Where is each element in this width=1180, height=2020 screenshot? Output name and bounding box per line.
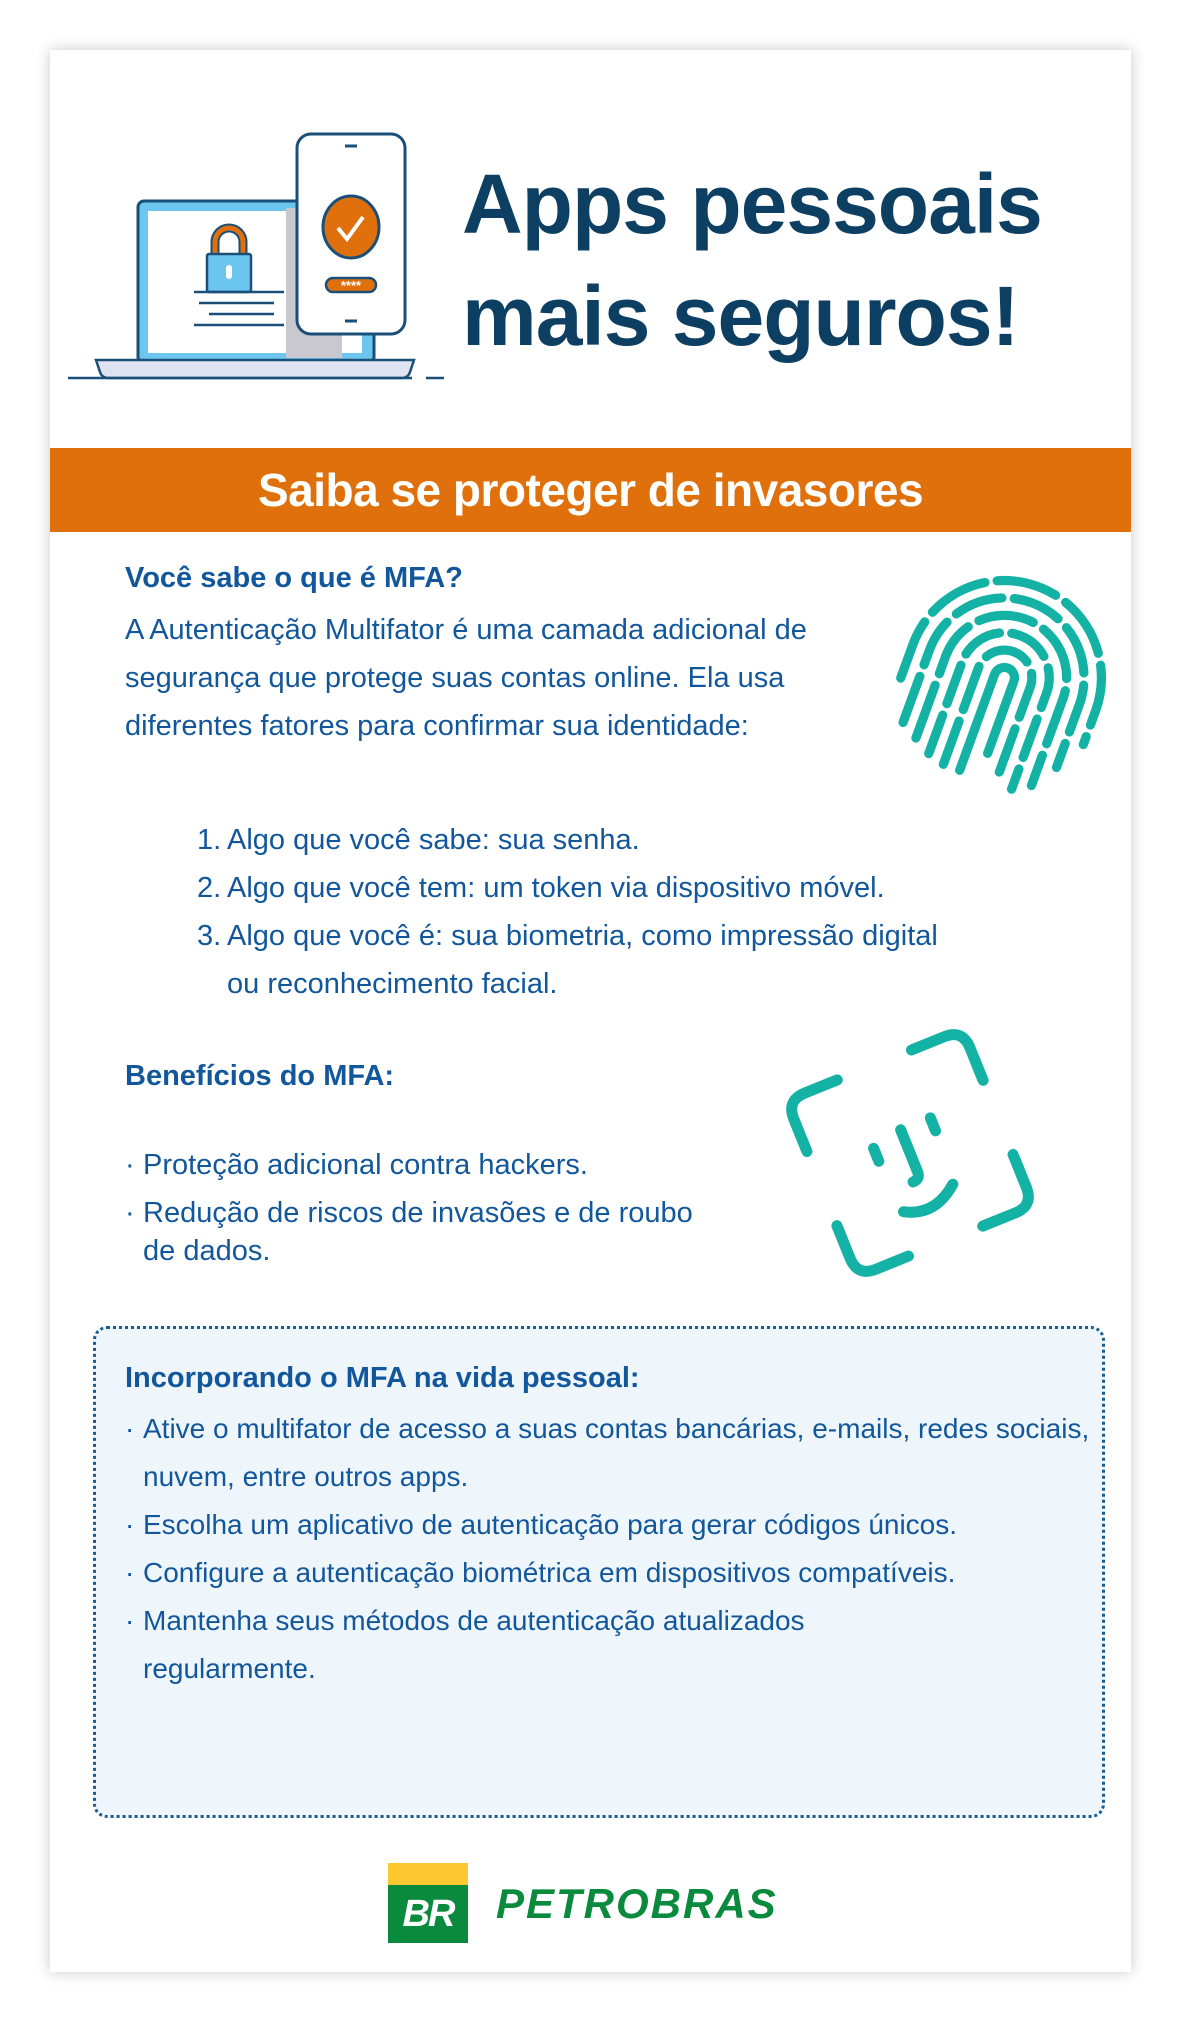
list-item [125, 1549, 965, 1597]
list-item [197, 912, 977, 1008]
section-banner [50, 448, 1131, 532]
factor-list [197, 816, 997, 1008]
fingerprint-icon [890, 570, 1115, 795]
list-item [197, 864, 997, 912]
title-line-2: mais seguros! [462, 269, 1019, 363]
banner-text: Saiba se proteger de invasores [257, 464, 924, 516]
list-text: Escolha um aplicativo de autenticação para gerar códigos únicos. [143, 1509, 958, 1540]
list-text: Mantenha seus métodos de autenticação atualizados regularmente. [143, 1605, 805, 1684]
list-item [125, 1597, 985, 1693]
page-title [462, 148, 1042, 372]
list-number: 2. [197, 872, 222, 904]
bullet-icon: · [125, 1197, 135, 1229]
bullet-icon: · [125, 1413, 135, 1444]
list-text: Configure a autenticação biométrica em dispositivos compatíveis. [143, 1557, 956, 1588]
personal-list [125, 1405, 1100, 1693]
petrobras-logo-mark [388, 1863, 468, 1943]
list-item [197, 816, 997, 864]
list-number: 1. [197, 824, 222, 856]
list-text: Proteção adicional contra hackers. [143, 1149, 588, 1181]
petrobras-logo-text: PETROBRAS [496, 1880, 778, 1927]
laptop-phone-security-illustration [64, 128, 454, 383]
password-mask: **** [340, 278, 362, 293]
list-text: Algo que você sabe: sua senha. [227, 824, 640, 856]
title-line-1: Apps pessoais [462, 157, 1042, 251]
list-text: Algo que você é: sua biometria, como impressão digital ou reconhecimento facial. [227, 920, 938, 1000]
benefits-list [125, 1141, 705, 1270]
list-item [125, 1405, 1100, 1501]
mfa-heading: Você sabe o que é MFA? [125, 562, 463, 594]
list-item [125, 1501, 1005, 1549]
face-recognition-icon [785, 1028, 1035, 1278]
logo-br-text: BR [388, 1885, 468, 1943]
list-text: Ative o multifator de acesso a suas contas bancárias, e-mails, redes sociais, nuvem, entre outros apps. [143, 1413, 1090, 1492]
list-text: Redução de riscos de invasões e de roubo de dados. [143, 1197, 693, 1267]
bullet-icon: · [125, 1557, 135, 1588]
bullet-icon: · [125, 1149, 135, 1181]
bullet-icon: · [125, 1509, 135, 1540]
list-item [125, 1141, 705, 1189]
list-item [125, 1194, 705, 1270]
list-number: 3. [197, 920, 222, 952]
bullet-icon: · [125, 1605, 135, 1636]
mfa-paragraph: A Autenticação Multifator é uma camada adicional de segurança que protege suas contas online. Ela usa diferentes fatores para confirmar sua identidade: [125, 614, 807, 742]
benefits-heading: Benefícios do MFA: [125, 1060, 395, 1092]
personal-heading: Incorporando o MFA na vida pessoal: [125, 1362, 640, 1394]
list-text: Algo que você tem: um token via dispositivo móvel. [227, 872, 885, 904]
checkmark-icon [323, 196, 379, 258]
